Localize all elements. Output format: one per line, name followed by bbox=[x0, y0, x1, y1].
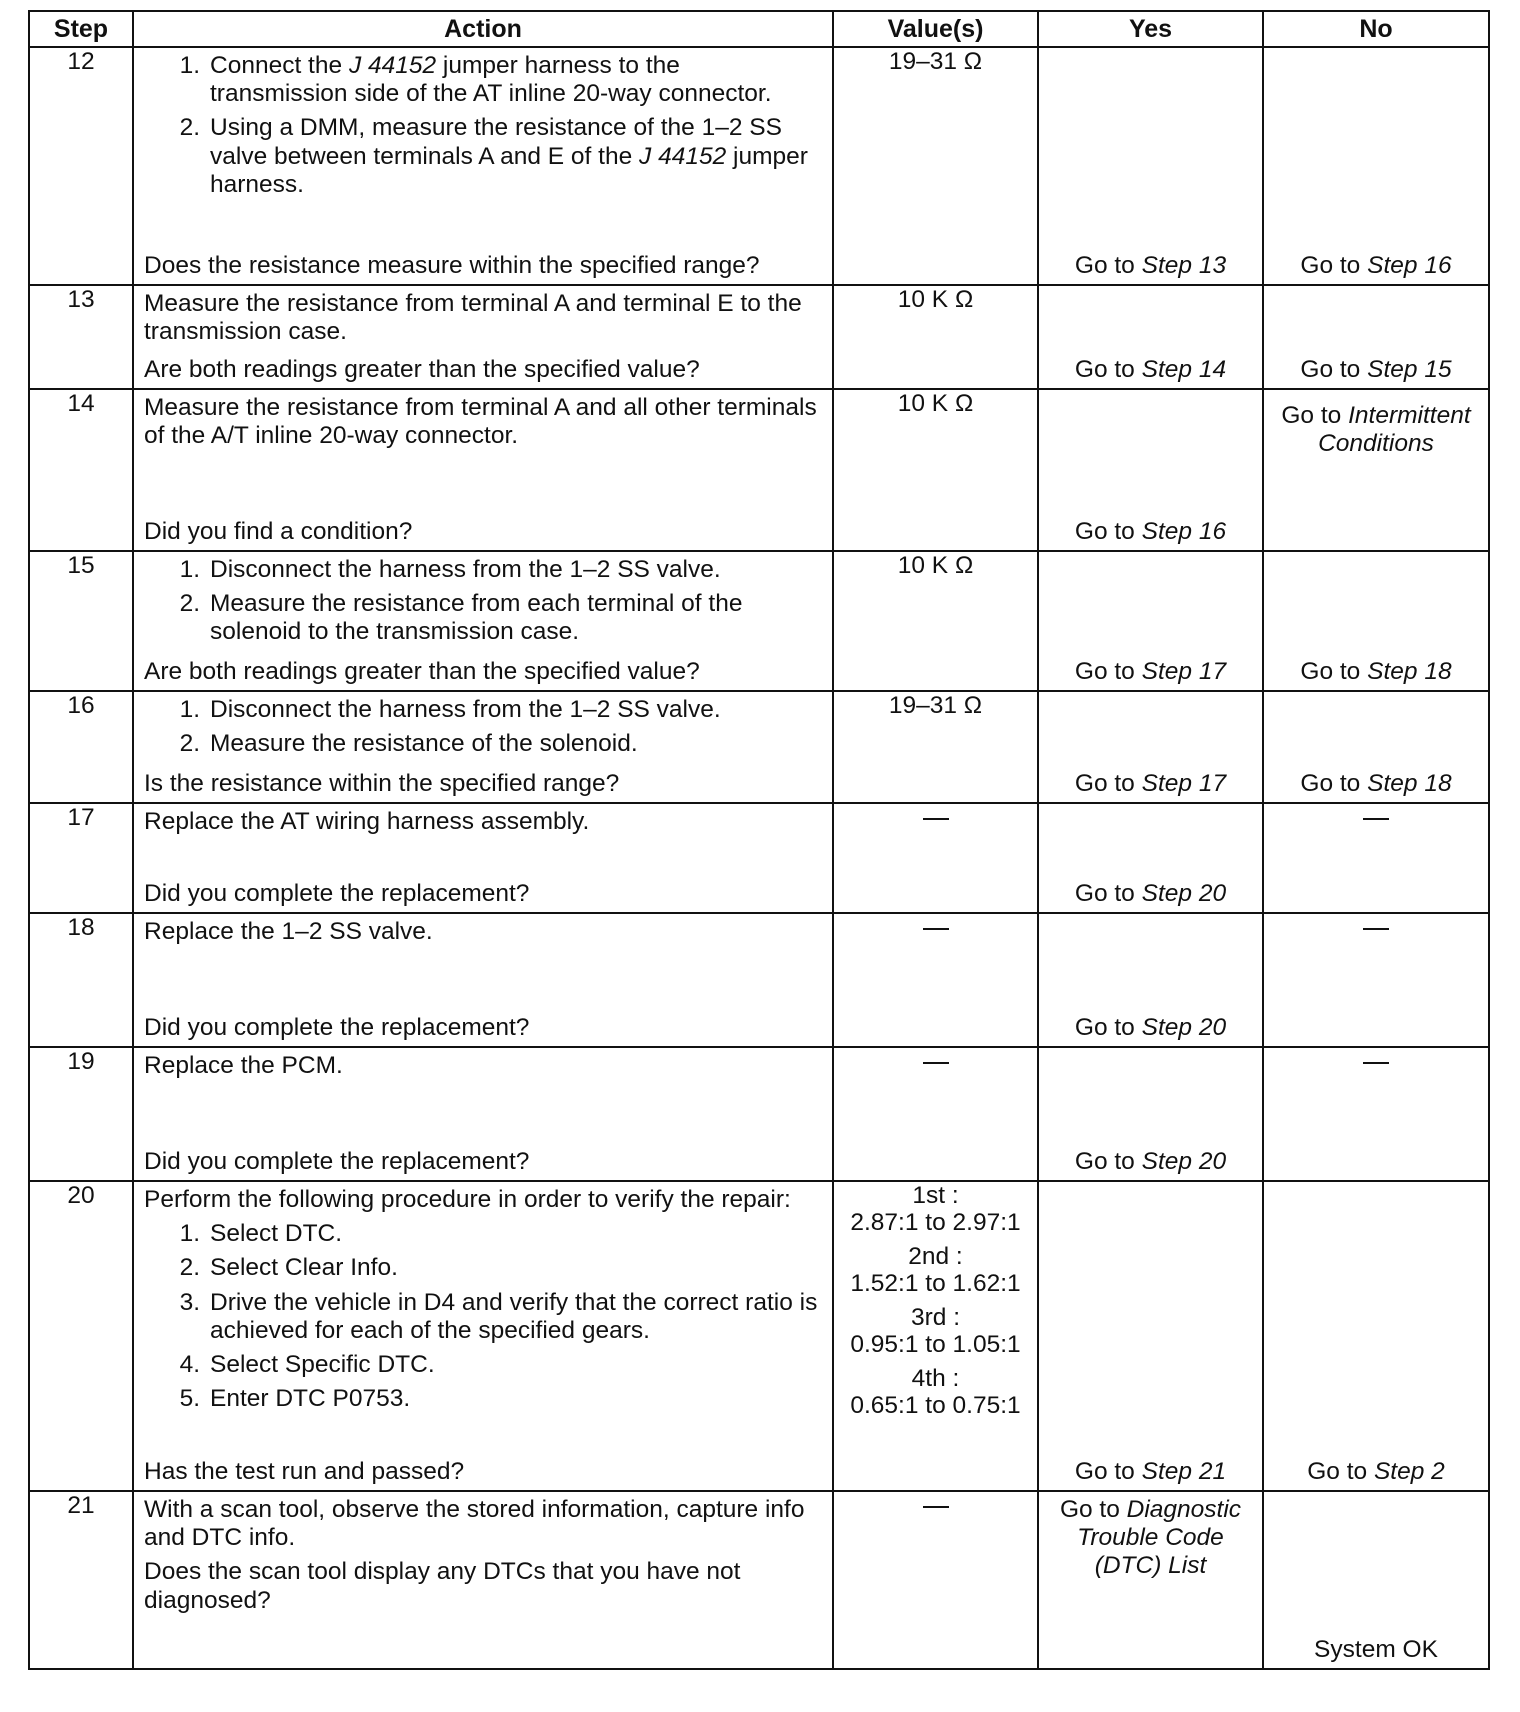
action-substep: 2. Using a DMM, measure the resistance of the 1–2 SS valve between terminals A and E of the J 44152 jumper harness. bbox=[179, 114, 808, 198]
no-cell bbox=[1263, 1491, 1489, 1669]
table-row-step-14 bbox=[29, 389, 1489, 551]
yes-goto: Go to Step 16 bbox=[1074, 517, 1227, 545]
no-cell bbox=[1263, 285, 1489, 389]
value-cell: 10 K Ω bbox=[833, 285, 1038, 389]
value-cell bbox=[833, 913, 1038, 1047]
value-cell bbox=[833, 1491, 1038, 1669]
value-cell: 10 K Ω bbox=[833, 389, 1038, 551]
action-cell bbox=[133, 1491, 833, 1669]
yes-goto: Go to Step 17 bbox=[1074, 657, 1227, 685]
table-row-step-17 bbox=[29, 803, 1489, 913]
action-question: Did you find a condition? bbox=[144, 517, 413, 545]
yes-goto: Go to Step 20 bbox=[1074, 1013, 1227, 1041]
diagnostic-table bbox=[28, 10, 1490, 1670]
step-number: 18 bbox=[29, 913, 133, 1047]
yes-goto: Go to Step 20 bbox=[1074, 1147, 1227, 1175]
no-goto: Go to Step 18 bbox=[1300, 657, 1452, 685]
step-number: 15 bbox=[29, 551, 133, 691]
step-number: 21 bbox=[29, 1491, 133, 1669]
action-text: Replace the PCM. bbox=[144, 1052, 343, 1079]
action-cell bbox=[133, 691, 833, 803]
header-action: Action bbox=[133, 11, 833, 47]
header-values: Value(s) bbox=[833, 11, 1038, 47]
table-row-step-21 bbox=[29, 1491, 1489, 1669]
table-row-step-19 bbox=[29, 1047, 1489, 1181]
action-text: Replace the 1–2 SS valve. bbox=[144, 918, 433, 945]
action-substep: 3. Drive the vehicle in D4 and verify that the correct ratio is achieved for each of the specified gears. bbox=[179, 1288, 818, 1344]
action-text: Measure the resistance from terminal A and terminal E to the transmission case. bbox=[144, 290, 802, 346]
dash-mark bbox=[1363, 928, 1389, 930]
yes-goto: Go to Step 20 bbox=[1074, 879, 1227, 907]
value-cell: 10 K Ω bbox=[833, 551, 1038, 691]
action-substep: 1. Connect the J 44152 jumper harness to the transmission side of the AT inline 20-way connector. bbox=[179, 52, 772, 108]
yes-goto: Go to Step 21 bbox=[1074, 1457, 1227, 1485]
action-cell bbox=[133, 551, 833, 691]
action-cell bbox=[133, 389, 833, 551]
yes-goto: Go to Step 14 bbox=[1074, 355, 1227, 383]
action-question: Did you complete the replacement? bbox=[144, 879, 530, 907]
action-substep: 5. Enter DTC P0753. bbox=[179, 1385, 411, 1413]
yes-goto: Go to Step 17 bbox=[1074, 769, 1227, 797]
action-cell bbox=[133, 47, 833, 285]
action-cell bbox=[133, 1181, 833, 1491]
no-result: System OK bbox=[1314, 1635, 1438, 1663]
gear-ratio: 1st : 2.87:1 to 2.97:1 bbox=[850, 1182, 1021, 1237]
no-cell bbox=[1263, 803, 1489, 913]
action-substep: 2. Select Clear Info. bbox=[179, 1254, 398, 1282]
action-substep: 2. Measure the resistance of the solenoid. bbox=[179, 730, 638, 758]
header-no: No bbox=[1263, 11, 1489, 47]
step-number: 14 bbox=[29, 389, 133, 551]
action-text: Measure the resistance from terminal A and all other terminals of the A/T inline 20-way connector. bbox=[144, 394, 817, 450]
step-number: 12 bbox=[29, 47, 133, 285]
table-row-step-12 bbox=[29, 47, 1489, 285]
no-goto: Go to Step 15 bbox=[1300, 355, 1452, 383]
no-cell bbox=[1263, 691, 1489, 803]
action-question: Has the test run and passed? bbox=[144, 1457, 465, 1485]
no-goto: Go to Step 16 bbox=[1300, 251, 1452, 279]
yes-cell bbox=[1038, 691, 1263, 803]
header-yes: Yes bbox=[1038, 11, 1263, 47]
header-step: Step bbox=[29, 11, 133, 47]
action-cell bbox=[133, 285, 833, 389]
yes-goto: Go to Diagnostic Trouble Code (DTC) List bbox=[1059, 1496, 1242, 1580]
value-cell bbox=[833, 803, 1038, 913]
action-question: Is the resistance within the specified range? bbox=[144, 769, 620, 797]
no-goto: Go to Step 2 bbox=[1307, 1457, 1445, 1485]
no-cell bbox=[1263, 1181, 1489, 1491]
action-cell bbox=[133, 1047, 833, 1181]
dash-mark bbox=[923, 818, 949, 820]
action-substep: 1. Select DTC. bbox=[179, 1220, 343, 1248]
action-cell bbox=[133, 913, 833, 1047]
action-question: Are both readings greater than the specified value? bbox=[144, 657, 700, 685]
no-goto: Go to Intermittent Conditions bbox=[1281, 402, 1471, 458]
action-substep: 1. Disconnect the harness from the 1–2 SS valve. bbox=[179, 696, 721, 723]
no-cell bbox=[1263, 389, 1489, 551]
dash-mark bbox=[923, 1506, 949, 1508]
yes-cell bbox=[1038, 803, 1263, 913]
action-text: Replace the AT wiring harness assembly. bbox=[144, 808, 590, 835]
action-substep: 2. Measure the resistance from each terminal of the solenoid to the transmission case. bbox=[179, 590, 743, 646]
yes-cell bbox=[1038, 1047, 1263, 1181]
yes-cell bbox=[1038, 1491, 1263, 1669]
no-cell bbox=[1263, 551, 1489, 691]
table-row-step-18 bbox=[29, 913, 1489, 1047]
value-cell bbox=[833, 1181, 1038, 1491]
action-substep: 4. Select Specific DTC. bbox=[179, 1350, 435, 1378]
value-cell bbox=[833, 1047, 1038, 1181]
dash-mark bbox=[923, 1062, 949, 1064]
dash-mark bbox=[1363, 818, 1389, 820]
yes-cell bbox=[1038, 389, 1263, 551]
action-cell bbox=[133, 803, 833, 913]
yes-goto: Go to Step 13 bbox=[1074, 251, 1227, 279]
gear-ratio: 2nd : 1.52:1 to 1.62:1 bbox=[850, 1242, 1021, 1298]
dash-mark bbox=[1363, 1062, 1389, 1064]
value-cell: 19–31 Ω bbox=[833, 47, 1038, 285]
action-question: Did you complete the replacement? bbox=[144, 1147, 530, 1175]
action-question: Does the scan tool display any DTCs that you have not diagnosed? bbox=[144, 1558, 741, 1614]
table-row-step-15 bbox=[29, 551, 1489, 691]
action-text: Perform the following procedure in order to verify the repair: bbox=[144, 1186, 791, 1213]
yes-cell bbox=[1038, 1181, 1263, 1491]
no-goto: Go to Step 18 bbox=[1300, 769, 1452, 797]
action-substep: 1. Disconnect the harness from the 1–2 SS valve. bbox=[179, 556, 721, 583]
yes-cell bbox=[1038, 913, 1263, 1047]
header-row bbox=[29, 11, 1489, 47]
action-text: With a scan tool, observe the stored information, capture info and DTC info. bbox=[144, 1496, 805, 1552]
action-question: Are both readings greater than the specified value? bbox=[144, 355, 700, 383]
table-row-step-20 bbox=[29, 1181, 1489, 1491]
step-number: 19 bbox=[29, 1047, 133, 1181]
gear-ratio: 3rd : 0.95:1 to 1.05:1 bbox=[850, 1303, 1021, 1359]
value-cell: 19–31 Ω bbox=[833, 691, 1038, 803]
action-question: Does the resistance measure within the specified range? bbox=[144, 251, 760, 279]
yes-cell bbox=[1038, 551, 1263, 691]
step-number: 16 bbox=[29, 691, 133, 803]
table-row-step-13 bbox=[29, 285, 1489, 389]
step-number: 17 bbox=[29, 803, 133, 913]
step-number: 13 bbox=[29, 285, 133, 389]
gear-ratio: 4th : 0.65:1 to 0.75:1 bbox=[850, 1364, 1021, 1420]
yes-cell bbox=[1038, 285, 1263, 389]
action-question: Did you complete the replacement? bbox=[144, 1013, 530, 1041]
table-row-step-16 bbox=[29, 691, 1489, 803]
no-cell bbox=[1263, 47, 1489, 285]
dash-mark bbox=[923, 928, 949, 930]
no-cell bbox=[1263, 1047, 1489, 1181]
no-cell bbox=[1263, 913, 1489, 1047]
step-number: 20 bbox=[29, 1181, 133, 1491]
yes-cell bbox=[1038, 47, 1263, 285]
